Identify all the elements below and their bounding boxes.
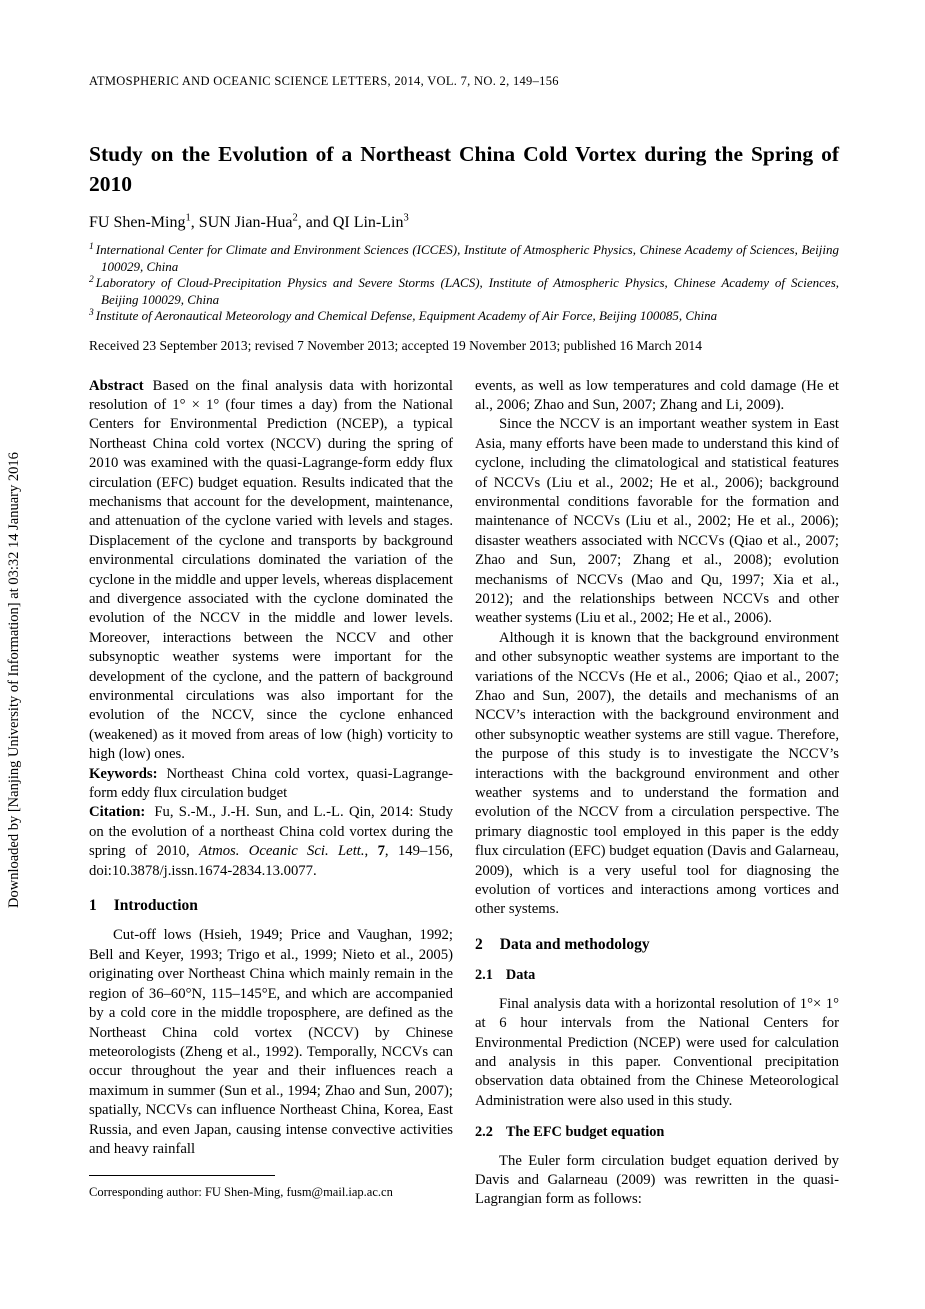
subsection-title-data: Data <box>505 967 536 984</box>
keywords-text: Northeast China cold vortex, quasi-Lagrange-form eddy flux circulation budget <box>89 765 453 802</box>
keywords <box>89 765 453 804</box>
corresponding-author-note: Corresponding author: FU Shen-Ming, fusm@mail.iap.ac.cn <box>89 1185 393 1200</box>
section-heading-data-methodology <box>475 935 839 954</box>
journal-header: ATMOSPHERIC AND OCEANIC SCIENCE LETTERS, 2014, VOL. 7, NO. 2, 149–156 <box>89 74 559 88</box>
section-heading-introduction <box>89 896 453 915</box>
citation-label: Citation: <box>89 804 146 821</box>
subsection-number-efc: 2.2 <box>475 1124 493 1141</box>
author-2-sup: 2 <box>292 212 298 224</box>
download-watermark: Downloaded by [Nanjing University of Information] at 03:32 14 January 2016 <box>6 452 22 908</box>
affiliations <box>89 242 839 325</box>
footnote-rule <box>89 1175 275 1176</box>
affiliation-3-sup: 3 <box>89 307 94 318</box>
introduction-paragraph-3: Although it is known that the background environment and other subsynoptic weather systems are important to the variations of the NCCVs (He et al., 2006; Qiao et al., 2007; Zhao and Sun, 2007), the details and mechanisms of an NCCV’s interaction with the background environment and other subsynoptic weather systems are still vague. Therefore, the purpose of this study is to investigate the NCCV’s interactions with the background environment and other weather systems and to understand the formation and evolution of the NCCV from a circulation perspective. The primary diagnostic tool employed in this paper is the eddy flux circulation (EFC) budget equation (Davis and Galarneau, 2009), which is a very useful tool for diagnosing the evolution of vortices and interactions among vortices and other systems. <box>475 629 839 918</box>
author-separator-1: , <box>190 214 199 231</box>
abstract <box>89 377 453 765</box>
introduction-continued-paragraph: events, as well as low temperatures and cold damage (He et al., 2006; Zhao and Sun, 2007; Zhang and Li, 2009). <box>475 377 839 413</box>
author-3: QI Lin-Lin <box>332 214 404 231</box>
received-line: Received 23 September 2013; revised 7 November 2013; accepted 19 November 2013; published 16 March 2014 <box>89 337 702 353</box>
subsection-heading-efc <box>475 1123 839 1142</box>
authors-line <box>89 214 839 232</box>
introduction-paragraph-2: Since the NCCV is an important weather system in East Asia, many efforts have been made to understand this kind of cyclone, including the climatological and statistical features of NCCVs (Liu et al., 2002; He et al., 2006); background environmental conditions favorable for the formation and maintenance of NCCVs (Liu et al., 2002; He et al., 2006); disaster weathers associated with NCCVs (Qiao et al., 2007; Zhao and Sun, 2007; Zhang et al., 2008); evolution mechanisms of NCCVs (Mao and Qu, 1997; Xia et al., 2012); and the relationships between NCCVs and other weather systems (Liu et al., 2002; He et al., 2006). <box>475 416 839 627</box>
author-1-sup: 1 <box>185 212 191 224</box>
citation-journal: Atmos. Oceanic Sci. Lett. <box>199 843 365 860</box>
citation-separator: , <box>364 843 378 860</box>
paper-title: Study on the Evolution of a Northeast China Cold Vortex during the Spring of 2010 <box>89 142 839 196</box>
author-3-sup: 3 <box>403 212 409 224</box>
citation-volume: 7 <box>377 843 385 860</box>
author-2: SUN Jian-Hua <box>198 214 293 231</box>
affiliation-3-text: Institute of Aeronautical Meteorology and Chemical Defense, Equipment Academy of Air Force, Beijing 100085, China <box>95 308 718 323</box>
keywords-label: Keywords: <box>89 765 158 782</box>
affiliation-3 <box>89 308 839 325</box>
efc-paragraph: The Euler form circulation budget equation derived by Davis and Galarneau (2009) was rewritten in the quasi-Lagrangian form as follows: <box>475 1152 839 1208</box>
abstract-text: Based on the final analysis data with horizontal resolution of 1° × 1° (four times a day) from the National Centers for Environmental Prediction (NCEP), a typical Northeast China cold vortex (NCCV) during the spring of 2010 was examined with the quasi-Lagrange-form eddy flux circulation (EFC) budget equation. Results indicated that the mechanisms that account for the development, maintenance, and attenuation of the cyclone varied with levels and stages. Displacement of the cyclone and transports by background environmental circulations dominated the variation of the cyclone in the middle and upper levels, whereas displacement and divergence associated with the cyclone dominated the evolution of the NCCV in the middle and lower levels. Moreover, interactions between the NCCV and other subsynoptic weather systems were important for the development of the cyclone, and the pattern of background environmental circulations was also important for the evolution of the NCCV, since the cyclone enhanced (weakened) as it moved from areas of low (high) vorticity to high (low) ones. <box>89 377 453 763</box>
section-title-introduction: Introduction <box>113 897 198 915</box>
two-column-body <box>89 377 839 1210</box>
subsection-number-data: 2.1 <box>475 967 493 984</box>
subsection-heading-data <box>475 966 839 985</box>
subsection-title-efc: The EFC budget equation <box>505 1124 665 1141</box>
column-left <box>89 377 453 1210</box>
citation-text-post: , 149–156, doi:10.3878/j.issn.1674-2834.13.0077. <box>89 843 453 879</box>
section-number-introduction: 1 <box>89 897 97 915</box>
introduction-paragraph: Cut-off lows (Hsieh, 1949; Price and Vaughan, 1992; Bell and Keyer, 1993; Trigo et al., 1999; Nieto et al., 2005) originating over Northeast China which mainly remain in the region of 36–60°N, 115–145°E, and which are accompanied by a cold core in the middle troposphere, are defined as the Northeast China cold vortex (NCCV) by Chinese meteorologists (Zheng et al., 1992). Temporally, NCCVs can occur throughout the year and their influences reach a maximum in summer (Sun et al., 1994; Zhao and Sun, 2007); spatially, NCCVs can influence Northeast China, Korea, East Russia, and even Japan, causing intense convective activities and heavy rainfall <box>89 927 453 1157</box>
abstract-label: Abstract <box>89 377 144 394</box>
data-paragraph: Final analysis data with a horizontal resolution of 1°× 1° at 6 hour intervals from the National Centers for Environmental Prediction (NCEP) were used for calculation and analysis in this paper. Conventional precipitation observation data obtained from the Chinese Meteorological Administration were also used in this study. <box>475 995 839 1109</box>
author-separator-2: , and <box>297 214 333 231</box>
author-1: FU Shen-Ming <box>89 214 186 231</box>
affiliation-1-sup: 1 <box>89 241 94 252</box>
citation <box>89 803 453 881</box>
column-right <box>475 377 839 1210</box>
section-title-data-methodology: Data and methodology <box>499 935 650 953</box>
affiliation-2-text: Laboratory of Cloud-Precipitation Physics and Severe Storms (LACS), Institute of Atmospheric Physics, Chinese Academy of Sciences, Beijing 100029, China <box>95 275 839 307</box>
citation-text-pre: Fu, S.-M., J.-H. Sun, and L.-L. Qin, 2014: Study on the evolution of a northeast China cold vortex during the spring of 2010, <box>89 804 453 860</box>
footnote-block <box>89 1175 453 1202</box>
affiliation-1-text: International Center for Climate and Environment Sciences (ICCES), Institute of Atmospheric Physics, Chinese Academy of Sciences, Beijing 100029, China <box>95 242 839 274</box>
page-content <box>89 0 839 1210</box>
affiliation-2-sup: 2 <box>89 274 94 285</box>
affiliation-1 <box>89 242 839 275</box>
section-number-data-methodology: 2 <box>475 935 483 953</box>
affiliation-2 <box>89 275 839 308</box>
